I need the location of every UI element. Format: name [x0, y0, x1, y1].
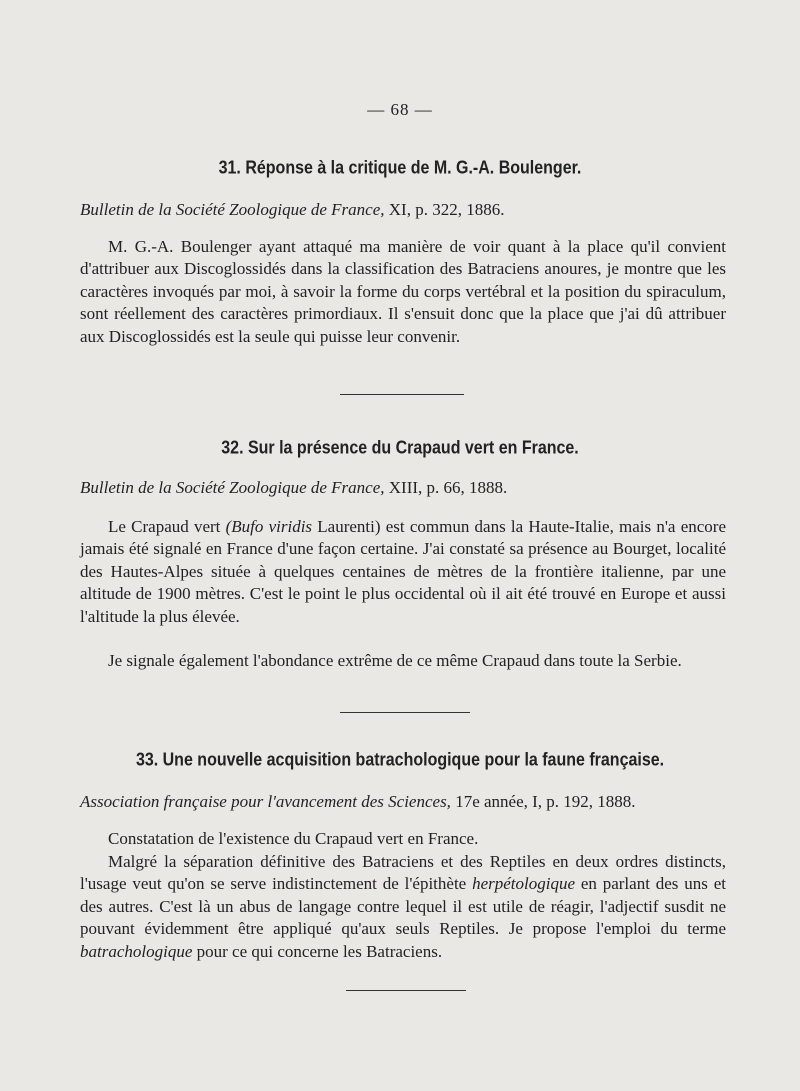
section-32-paragraph-1	[80, 516, 726, 628]
section-33-paragraph-1: Constatation de l'existence du Crapaud vert en France.	[108, 829, 479, 848]
section-32-title: 32. Sur la présence du Crapaud vert en France.	[221, 438, 579, 459]
section-divider	[340, 712, 470, 713]
section-32-citation-journal: Bulletin de la Société Zoologique de France,	[80, 478, 385, 497]
section-31-title: 31. Réponse à la critique de M. G.-A. Boulenger.	[218, 158, 582, 179]
section-33-p2-start: Malgré la séparation définitive des Batraciens et des Reptiles en deux ordres distincts, l'usage veut qu'on se serve indistinctement de l'épithète	[80, 852, 726, 894]
section-32-p1-start: Le Crapaud vert	[108, 517, 226, 536]
section-33-paragraph-2	[80, 851, 726, 963]
section-33-p2-middle: en parlant des uns et des autres. C'est là un abus de langage contre lequel il est utile de réagir, l'adjectif susdit ne pouvant évidemment être appliqué qu'aux seuls Reptiles. Je propose l'emploi du terme	[80, 874, 726, 939]
term-batrachologique: batrachologique	[80, 941, 193, 961]
section-33-citation-ref: 17e année, I, p. 192, 1888.	[450, 792, 636, 811]
section-32-citation	[80, 478, 730, 498]
page-number: — 68 —	[367, 100, 433, 119]
section-31-paragraph: M. G.-A. Boulenger ayant attaqué ma manière de voir quant à la place qu'il convient d'attribuer aux Discoglossidés dans la classification des Batraciens anoures, je montre que les caractères invoqués par moi, à savoir la forme du corps vertébral et la position du spiraculum, sont réellement des caractères primordiaux. Il s'ensuit donc que la place que j'ai dû attribuer aux Discoglossidés est la seule qui puisse leur convenir.	[80, 237, 726, 346]
section-32-paragraph-2: Je signale également l'abondance extrême de ce même Crapaud dans toute la Serbie.	[108, 651, 682, 670]
section-31-citation-journal: Bulletin de la Société Zoologique de France,	[80, 200, 385, 219]
section-33-citation	[80, 792, 730, 812]
section-31-citation-ref: XI, p. 322, 1886.	[384, 200, 505, 219]
section-divider	[340, 394, 464, 395]
section-31-citation	[80, 200, 730, 220]
section-33-title: 33. Une nouvelle acquisition batrachologique pour la faune française.	[135, 750, 665, 771]
section-32-p1-rest: Laurenti) est commun dans la Haute-Italie, mais n'a encore jamais été signalé en France d'une façon certaine. J'ai constaté sa présence au Bourget, localité des Hautes-Alpes située à quelques centaines de mètres de la frontière italienne, par une altitude de 1900 mètres. C'est le point le plus occidental où il ait été trouvé en Europe et aussi l'altitude la plus élevée.	[80, 517, 726, 626]
species-name: (Bufo viridis	[225, 517, 313, 536]
section-33-p2-end: pour ce qui concerne les Batraciens.	[192, 941, 443, 961]
section-33-citation-journal: Association française pour l'avancement des Sciences,	[80, 792, 451, 811]
section-32-citation-ref: XIII, p. 66, 1888.	[384, 478, 508, 497]
term-herpetologique: herpétologique	[472, 874, 575, 894]
section-divider	[346, 990, 466, 991]
